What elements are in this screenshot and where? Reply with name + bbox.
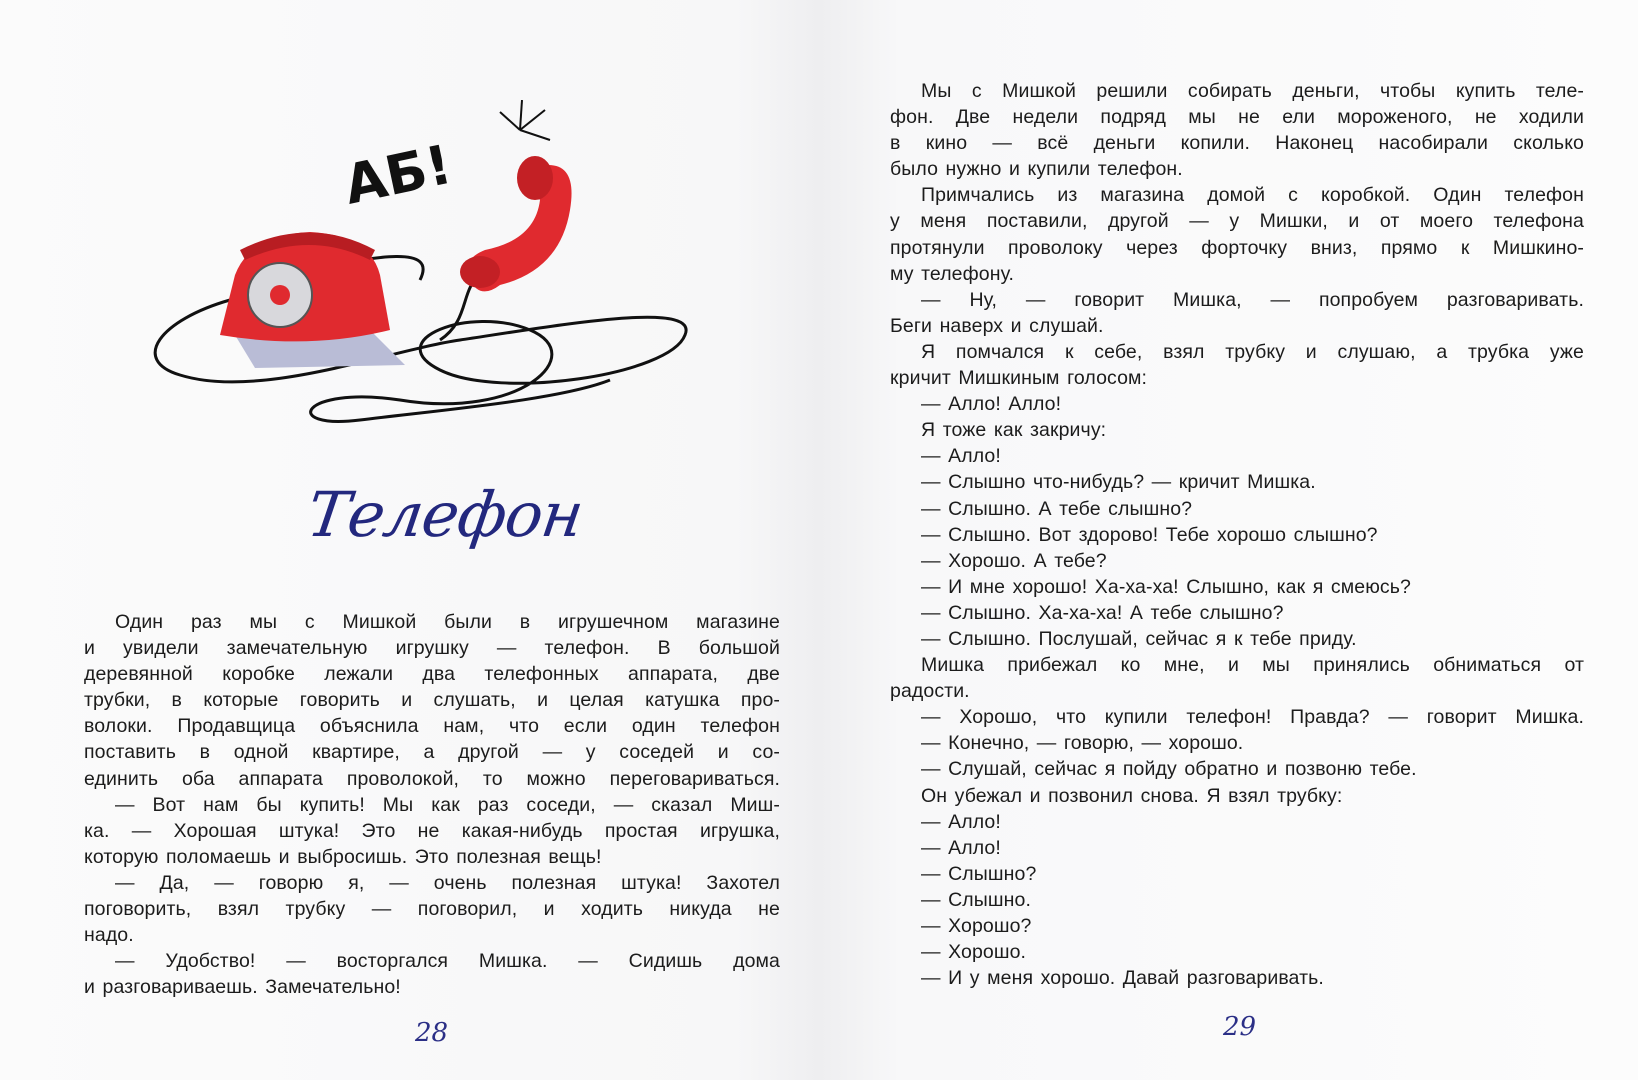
burst-icon bbox=[500, 100, 550, 140]
text-line: — И у меня хорошо. Давай разговаривать. bbox=[921, 967, 1324, 990]
text-line: — Конечно, — говорю, — хорошо. bbox=[921, 732, 1244, 755]
text-line: и разговариваешь. Замечательно! bbox=[84, 976, 401, 999]
text-line: Он убежал и позвонил снова. Я взял трубку: bbox=[921, 784, 1343, 807]
text-line: Беги наверх и слушай. bbox=[890, 314, 1104, 337]
text-line: в кино — всё деньги копили. Наконец насобирали сколько bbox=[890, 132, 1584, 155]
text-line: единить оба аппарата проволокой, то можно переговариваться. bbox=[84, 767, 780, 790]
text-line: — Хорошо. А тебе? bbox=[921, 549, 1107, 572]
text-line: му телефону. bbox=[890, 262, 1014, 285]
text-line: — Слышно. Вот здорово! Тебе хорошо слышно? bbox=[921, 523, 1378, 546]
text-line: — Слышно? bbox=[921, 862, 1037, 885]
text-line: деревянной коробке лежали два телефонных аппарата, две bbox=[84, 663, 780, 686]
text-line: — Хорошо? bbox=[921, 915, 1032, 937]
text-line: — Слышно. Послушай, сейчас я к тебе приду. bbox=[921, 627, 1357, 650]
text-line: — Хорошо. bbox=[921, 941, 1027, 964]
text-line: Я тоже как закричу: bbox=[921, 419, 1107, 442]
text-line: — Алло! Алло! bbox=[921, 393, 1062, 416]
right-page-text bbox=[890, 78, 1584, 991]
text-line: — Ну, — говорит Мишка, — попробуем разговаривать. bbox=[921, 288, 1584, 311]
text-line: — Алло! bbox=[921, 810, 1001, 833]
telephone-illustration bbox=[140, 100, 730, 440]
text-line: Мишка прибежал ко мне, и мы принялись обниматься от bbox=[921, 654, 1584, 677]
text-line: — Вот нам бы купить! Мы как раз соседи, — сказал Миш- bbox=[115, 793, 780, 816]
text-line: — Слышно что-нибудь? — кричит Мишка. bbox=[921, 471, 1316, 494]
text-line: — Хорошо, что купили телефон! Правда? — говорит Мишка. bbox=[921, 706, 1584, 729]
story-title: Телефон bbox=[302, 478, 588, 551]
page-number-right: 29 bbox=[1223, 1012, 1257, 1042]
text-line: — Да, — говорю я, — очень полезная штука! Захотел bbox=[115, 871, 780, 894]
text-line: фон. Две недели подряд мы не ели мороженого, не ходили bbox=[890, 106, 1584, 129]
text-line: поставить в одной квартире, а другой — у соседей и со- bbox=[84, 741, 780, 764]
text-line: — Слышно. bbox=[921, 888, 1031, 911]
text-line: кричит Мишкиным голосом: bbox=[890, 367, 1148, 390]
text-line: — Слушай, сейчас я пойду обратно и позвоню тебе. bbox=[921, 758, 1417, 781]
text-line: и увидели замечательную игрушку — телефон. В большой bbox=[84, 637, 780, 660]
text-line: трубки, в которые говорить и слушать, и целая катушка про- bbox=[84, 689, 780, 712]
text-line: которую поломаешь и выбросишь. Это полезная вещь! bbox=[84, 845, 602, 868]
text-line: — И мне хорошо! Ха-ха-ха! Слышно, как я смеюсь? bbox=[921, 575, 1411, 598]
text-line: — Алло! bbox=[921, 445, 1001, 468]
page-number-left: 28 bbox=[415, 1018, 449, 1048]
sound-effect-text: АБ! bbox=[338, 132, 458, 217]
text-line: — Алло! bbox=[921, 836, 1001, 859]
left-page-text bbox=[84, 609, 780, 1000]
text-line: ка. — Хорошая штука! Это не какая-нибудь простая игрушка, bbox=[84, 819, 780, 842]
text-line: радости. bbox=[890, 680, 970, 703]
text-line: — Удобство! — восторгался Мишка. — Сидишь дома bbox=[115, 950, 780, 973]
text-line: — Слышно. А тебе слышно? bbox=[921, 497, 1193, 520]
text-line: — Слышно. Ха-ха-ха! А тебе слышно? bbox=[921, 601, 1284, 624]
text-line: Мы с Мишкой решили собирать деньги, чтобы купить теле- bbox=[921, 80, 1584, 102]
text-line: Примчались из магазина домой с коробкой. Один телефон bbox=[921, 184, 1584, 207]
text-line: у меня поставили, другой — у Мишки, и от моего телефона bbox=[890, 210, 1584, 233]
text-line: Я помчался к себе, взял трубку и слушаю, а трубка уже bbox=[921, 340, 1584, 363]
handset-icon bbox=[460, 156, 572, 291]
telephone-base-icon bbox=[220, 232, 390, 341]
text-line: было нужно и купили телефон. bbox=[890, 158, 1183, 181]
text-line: протянули проволоку через форточку вниз, прямо к Мишкино- bbox=[890, 236, 1584, 259]
text-line: волоки. Продавщица объяснила нам, что если один телефон bbox=[84, 715, 780, 738]
text-line: поговорить, взял трубку — поговорил, и ходить никуда не bbox=[84, 898, 780, 921]
text-line: надо. bbox=[84, 924, 134, 947]
text-line: Один раз мы с Мишкой были в игрушечном магазине bbox=[115, 611, 780, 633]
